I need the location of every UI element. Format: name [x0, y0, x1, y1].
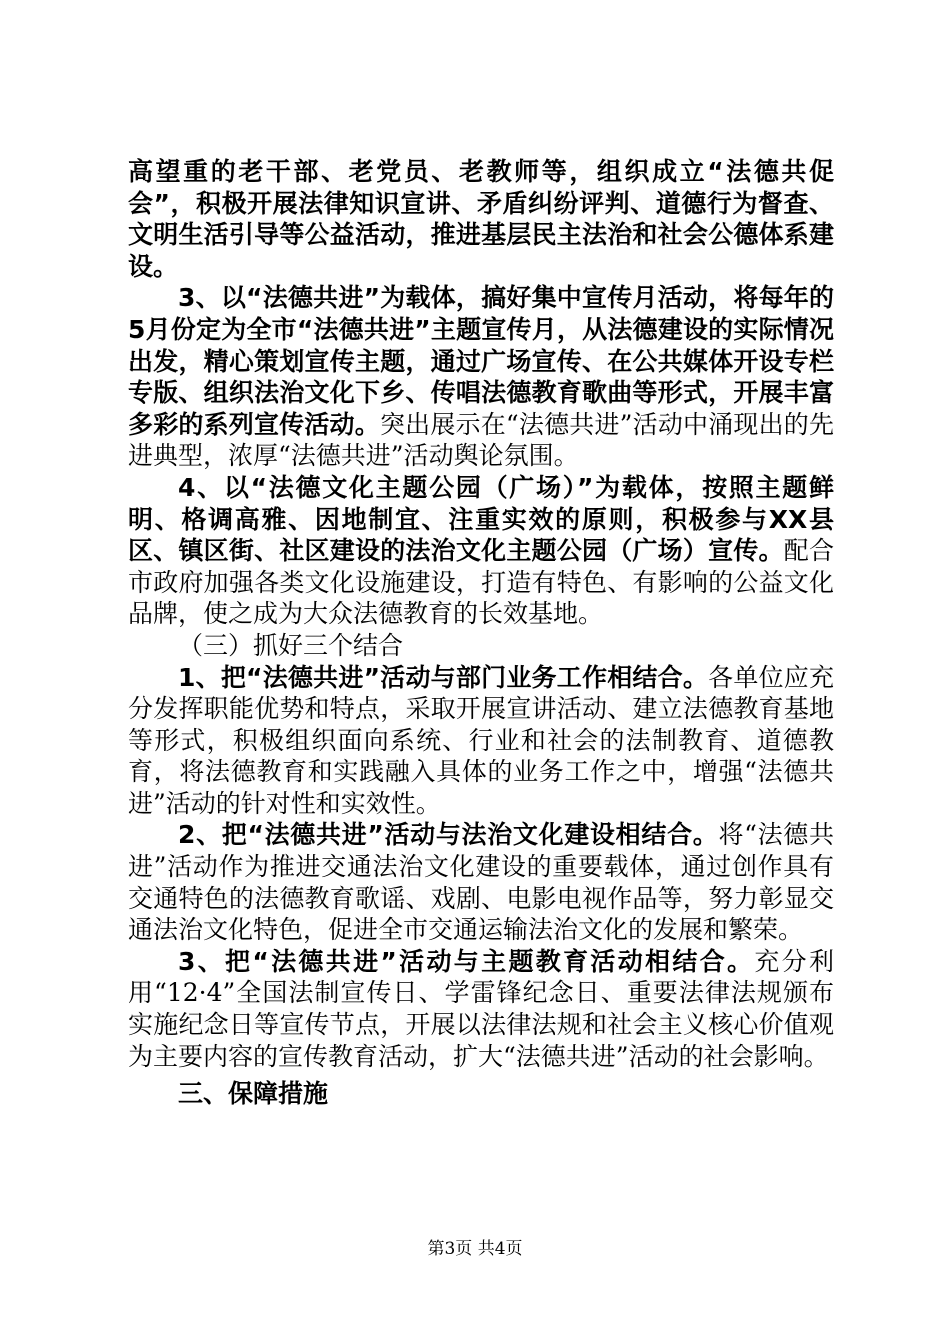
page-number-label: 第3页 共4页	[427, 1239, 523, 1259]
paragraph-regular-text: 充分利用“12·4”全国法制宣传日、学雷锋纪念日、重要法律法规颁布实施纪念日等宣传节点，开展以法律法规和社会主义核心价值观为主要内容的宣传教育活动，扩大“法德共进”活动的社会影响。	[128, 946, 834, 1071]
paragraph-regular-text: 配合市政府加强各类文化设施建设，打造有特色、有影响的公益文化品牌，使之成为大众法德教育的长效基地。	[128, 536, 834, 629]
paragraph-bold-text: 2、把“法德共进”活动与法治文化建设相结合。	[178, 820, 719, 850]
document-body	[128, 156, 834, 1110]
paragraph-bold-text: 3、以“法德共进”为载体，搞好集中宣传月活动，将每年的5月份定为全市“法德共进”主题宣传月，从法德建设的实际情况出发，精心策划宣传主题，通过广场宣传、在公共媒体开设专栏专版、组织法治文化下乡、传唱法德教育歌曲等形式，开展丰富多彩的系列宣传活动。	[128, 283, 834, 439]
paragraph-regular-text: 各单位应充分发挥职能优势和特点，采取开展宣讲活动、建立法德教育基地等形式，积极组织面向系统、行业和社会的法制教育、道德教育，将法德教育和实践融入具体的业务工作之中，增强“法德共进”活动的针对性和实效性。	[128, 662, 834, 818]
paragraph-item-3-publicity-month	[128, 282, 834, 472]
paragraph-bold-text: 4、以“法德文化主题公园（广场）”为载体，按照主题鲜明、格调高雅、因地制宜、注重实效的原则，积极参与XX县区、镇区街、社区建设的法治文化主题公园（广场）宣传。	[128, 472, 834, 566]
paragraph-intro-continued: 高望重的老干部、老党员、老教师等，组织成立“法德共促会”，积极开展法律知识宣讲、矛盾纠纷评判、道德行为督查、文明生活引导等公益活动，推进基层民主法治和社会公德体系建设。	[128, 157, 834, 281]
paragraph-bold-text: 1、把“法德共进”活动与部门业务工作相结合。	[178, 662, 709, 692]
paragraph-regular-text: 突出展示在“法德共进”活动中涌现出的先进典型，浓厚“法德共进”活动舆论氛围。	[128, 409, 834, 471]
paragraph-item-4-culture-park	[128, 472, 834, 630]
paragraph-combination-3	[128, 946, 834, 1072]
section-heading-text: （三）抓好三个结合	[178, 630, 404, 660]
section-heading-safeguards: 三、保障措施	[178, 1079, 329, 1109]
section-heading-three-combinations	[128, 630, 834, 662]
paragraph-combination-2	[128, 819, 834, 945]
paragraph-bold-text: 3、把“法德共进”活动与主题教育活动相结合。	[178, 946, 755, 976]
paragraph-combination-1	[128, 662, 834, 820]
paragraph-regular-text: 将“法德共进”活动作为推进交通法治文化建设的重要载体，通过创作具有交通特色的法德教育歌谣、戏剧、电影电视作品等，努力彰显交通法治文化特色，促进全市交通运输法治文化的发展和繁荣。	[128, 820, 834, 945]
page-footer	[0, 1239, 950, 1259]
